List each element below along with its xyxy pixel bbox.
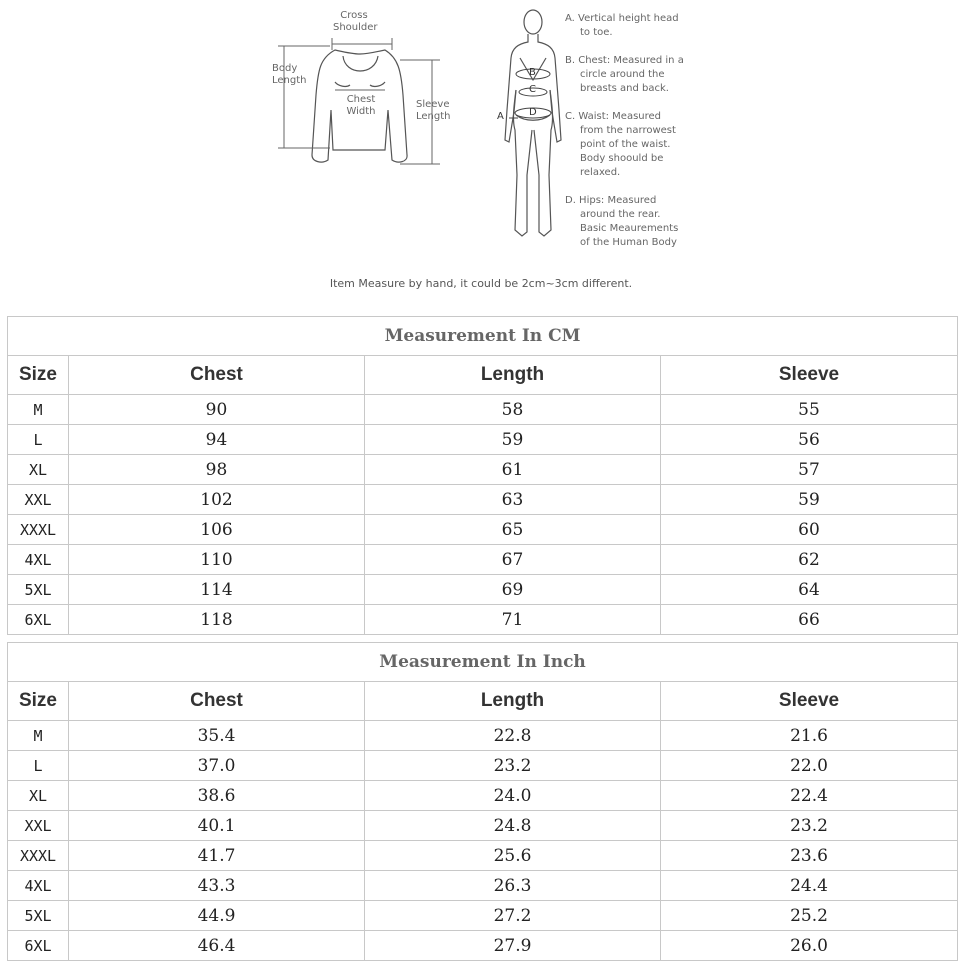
size-cell: XL [8,455,69,485]
sleeve-cell: 25.2 [661,901,958,931]
size-cell: XXXL [8,841,69,871]
size-cell: L [8,751,69,781]
table-row [8,515,958,545]
chest-cell: 106 [69,515,365,545]
chest-cell: 40.1 [69,811,365,841]
table-row [8,901,958,931]
size-cell: XXL [8,811,69,841]
chest-cell: 46.4 [69,931,365,961]
inch-size-table [7,642,957,961]
length-cell: 25.6 [365,841,661,871]
sleeve-cell: 57 [661,455,958,485]
table-row [8,751,958,781]
measure-note: Item Measure by hand, it could be 2cm~3cm different. [329,277,633,290]
sleeve-cell: 22.4 [661,781,958,811]
size-cell: XXXL [8,515,69,545]
length-cell: 24.0 [365,781,661,811]
size-cell: 4XL [8,545,69,575]
sleeve-cell: 23.2 [661,811,958,841]
measurement-diagram [0,0,962,300]
sleeve-cell: 23.6 [661,841,958,871]
size-cell: XXL [8,485,69,515]
size-cell: 5XL [8,575,69,605]
legend-item-a: A. Vertical height head to toe. [565,13,679,38]
table-row [8,781,958,811]
table-row [8,455,958,485]
sleeve-cell: 22.0 [661,751,958,781]
table-row [8,575,958,605]
table-row [8,721,958,751]
body-length-label: Body Length [272,63,307,86]
column-header-size: Size [8,356,69,395]
length-cell: 27.2 [365,901,661,931]
table-row [8,811,958,841]
table-row [8,395,958,425]
sleeve-cell: 21.6 [661,721,958,751]
table-row [8,605,958,635]
size-cell: L [8,425,69,455]
chest-cell: 110 [69,545,365,575]
chest-cell: 44.9 [69,901,365,931]
length-cell: 67 [365,545,661,575]
chest-cell: 37.0 [69,751,365,781]
length-cell: 58 [365,395,661,425]
length-cell: 63 [365,485,661,515]
sleeve-cell: 66 [661,605,958,635]
column-header-length: Length [365,682,661,721]
legend-item-b: B. Chest: Measured in a circle around the breasts and back. [565,55,684,94]
sleeve-cell: 59 [661,485,958,515]
diagram-illustration [0,0,962,300]
column-header-chest: Chest [69,356,365,395]
table-title: Measurement In Inch [8,643,958,682]
size-cell: 6XL [8,931,69,961]
letter-d: D [529,107,537,118]
chest-cell: 102 [69,485,365,515]
letter-b: B [529,67,536,78]
chest-cell: 98 [69,455,365,485]
legend-item-c: C. Waist: Measured from the narrowest point of the waist. Body shoould be relaxed. [565,111,676,178]
size-cell: 5XL [8,901,69,931]
legend-item-d: D. Hips: Measured around the rear. Basic Meaurements of the Human Body [565,195,679,248]
length-cell: 24.8 [365,811,661,841]
table-row [8,425,958,455]
chest-cell: 90 [69,395,365,425]
chest-width-label: Chest Width [346,94,376,117]
chest-cell: 35.4 [69,721,365,751]
chest-cell: 94 [69,425,365,455]
sleeve-cell: 26.0 [661,931,958,961]
length-cell: 22.8 [365,721,661,751]
size-cell: 6XL [8,605,69,635]
table-title: Measurement In CM [8,317,958,356]
chest-cell: 38.6 [69,781,365,811]
letter-a: A [497,111,504,122]
letter-c: C [529,84,536,95]
column-header-length: Length [365,356,661,395]
cross-shoulder-label: Cross Shoulder [333,10,378,33]
size-cell: XL [8,781,69,811]
chest-cell: 43.3 [69,871,365,901]
length-cell: 69 [365,575,661,605]
sleeve-cell: 62 [661,545,958,575]
sleeve-cell: 24.4 [661,871,958,901]
cross-shoulder-arrow [332,38,392,50]
body-figure [505,10,561,236]
column-header-chest: Chest [69,682,365,721]
sleeve-cell: 55 [661,395,958,425]
length-cell: 23.2 [365,751,661,781]
length-cell: 59 [365,425,661,455]
size-cell: M [8,721,69,751]
size-cell: M [8,395,69,425]
table-row [8,841,958,871]
length-cell: 26.3 [365,871,661,901]
size-cell: 4XL [8,871,69,901]
table-row [8,931,958,961]
column-header-sleeve: Sleeve [661,356,958,395]
length-cell: 27.9 [365,931,661,961]
chest-cell: 114 [69,575,365,605]
column-header-sleeve: Sleeve [661,682,958,721]
sleeve-cell: 64 [661,575,958,605]
chest-cell: 41.7 [69,841,365,871]
length-cell: 65 [365,515,661,545]
chest-cell: 118 [69,605,365,635]
sleeve-length-label: Sleeve Length [416,99,451,122]
sleeve-cell: 60 [661,515,958,545]
cm-size-table [7,316,957,635]
body-length-arrow [278,46,330,148]
length-cell: 61 [365,455,661,485]
length-cell: 71 [365,605,661,635]
sleeve-cell: 56 [661,425,958,455]
table-row [8,545,958,575]
table-row [8,871,958,901]
body-measure-legend [565,12,715,264]
table-row [8,485,958,515]
column-header-size: Size [8,682,69,721]
